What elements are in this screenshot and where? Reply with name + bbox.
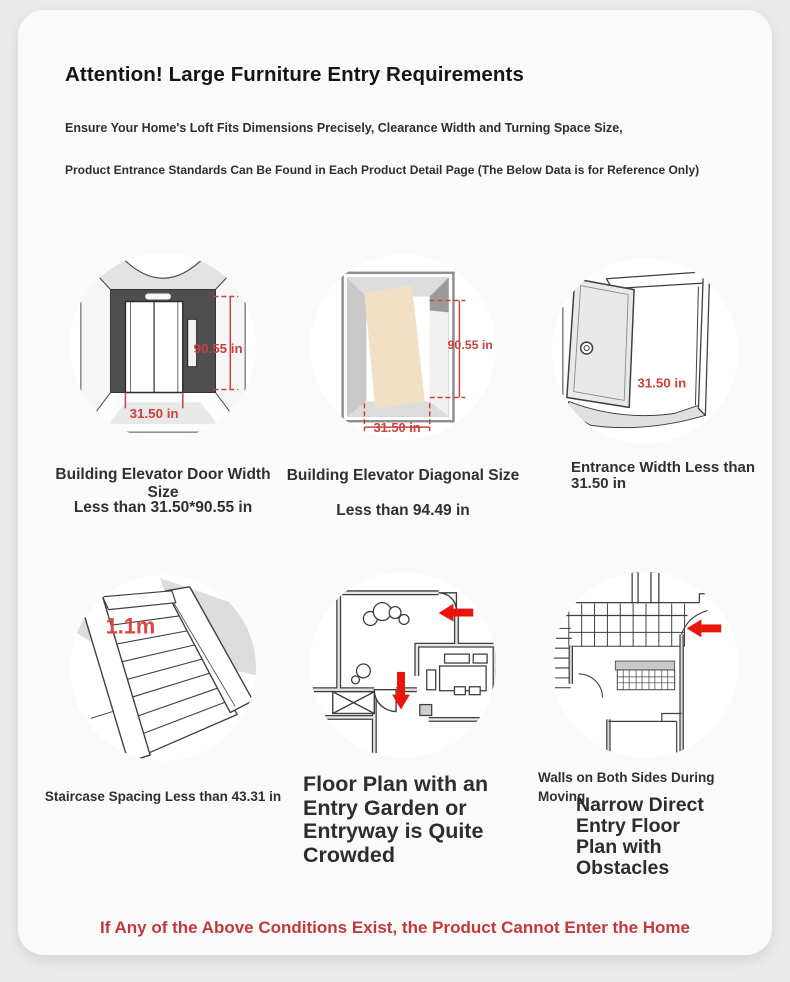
tile-block [617, 670, 674, 690]
entrance-width-figure [551, 257, 739, 445]
elevator-front-illustration [69, 252, 257, 440]
diagonal-height-label: 90.55 in [447, 337, 493, 352]
caption-entry-garden-line3: Entryway is Quite [303, 819, 484, 843]
caption-elevator-door-line2: Less than 31.50*90.55 in [73, 499, 253, 516]
staircase-spacing-label: 1.1m [105, 613, 156, 639]
caption-entrance-width-line2: 31.50 in [571, 474, 627, 492]
subtitle-line-1: Ensure Your Home's Loft Fits Dimensions Precisely, Clearance Width and Turning Space Size, [65, 121, 623, 135]
caption-entrance-width-line1: Entrance Width Less than [571, 459, 756, 476]
caption-walls-both-sides-line1: Walls on Both Sides During [538, 770, 715, 785]
elevator-diagonal-illustration [309, 253, 497, 441]
caption-narrow-plan-line2: Entry Floor [576, 815, 681, 837]
caption-staircase-spacing: Staircase Spacing Less than 43.31 in [44, 789, 282, 804]
elevator-diagonal-drawing [343, 273, 454, 421]
entry-garden-floor-plan-figure [309, 571, 497, 759]
content-card [18, 10, 772, 955]
warning-text: If Any of the Above Conditions Exist, the Product Cannot Enter the Home [100, 918, 690, 937]
narrow-floor-plan-figure [551, 571, 739, 759]
caption-entrance-width [571, 460, 771, 491]
caption-entry-garden-line4: Crowded [303, 842, 395, 867]
elevator-diagonal-figure [309, 253, 497, 441]
caption-elevator-door-line1: Building Elevator Door Width Size [55, 466, 271, 501]
door-knob [581, 342, 593, 354]
caption-entry-garden [303, 773, 533, 867]
staircase-illustration [69, 574, 257, 762]
caption-elevator-diagonal-line2: Less than 94.49 in [336, 502, 470, 519]
elevator-width-label: 31.50 in [129, 406, 179, 422]
caption-narrow-plan-line1: Narrow Direct [576, 794, 704, 816]
caption-entry-garden-line2: Entry Garden or [303, 795, 467, 820]
elevator-height-label: 90.55 in [193, 340, 243, 356]
open-door-illustration [551, 257, 739, 445]
elevator-door-width-figure [69, 252, 257, 440]
subtitle-line-2: Product Entrance Standards Can Be Found in Each Product Detail Page (The Below Data is for Reference Only) [65, 163, 700, 177]
caption-narrow-plan-line3: Plan with [576, 836, 662, 858]
caption-elevator-diagonal-line1: Building Elevator Diagonal Size [286, 467, 520, 484]
page-title: Attention! Large Furniture Entry Requirements [65, 63, 524, 86]
caption-narrow-plan-line4: Obstacles [576, 857, 670, 879]
caption-walls-both-sides-line2: Moving [538, 788, 586, 804]
narrow-floor-plan-illustration [551, 571, 739, 759]
caption-narrow-plan [576, 795, 756, 879]
caption-entry-garden-line1: Floor Plan with an [303, 772, 489, 796]
shoe-cabinet [333, 692, 375, 714]
staircase-figure [69, 574, 257, 762]
entry-garden-floor-plan-illustration [309, 571, 497, 759]
entrance-width-label: 31.50 in [637, 375, 687, 391]
diagonal-width-label: 31.50 in [373, 420, 421, 436]
